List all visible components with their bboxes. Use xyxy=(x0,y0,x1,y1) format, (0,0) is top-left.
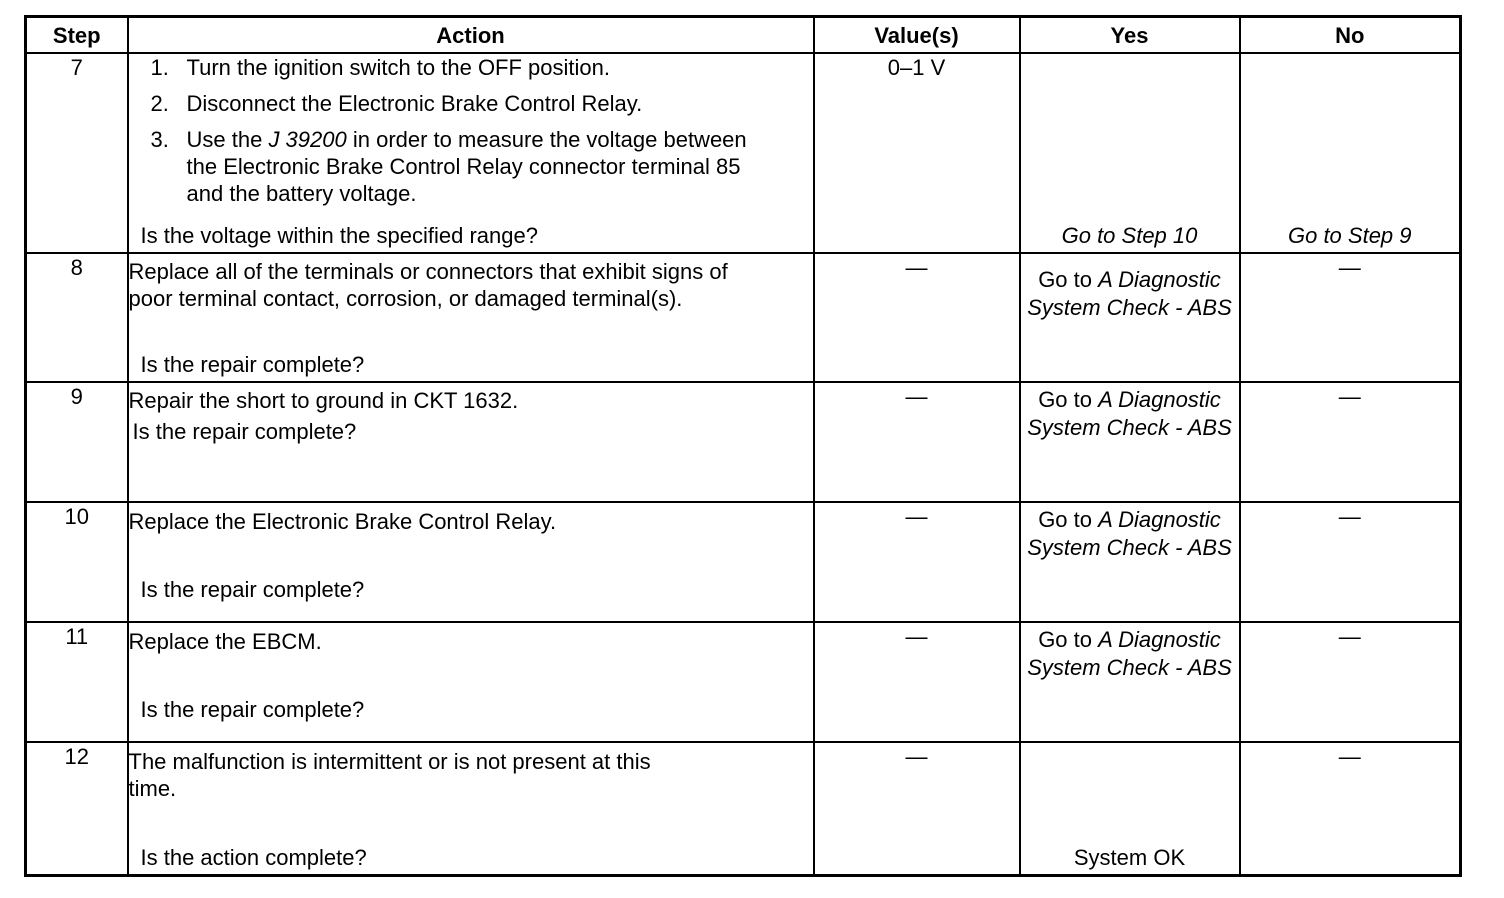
header-row xyxy=(26,17,1461,54)
tool-name: J 39200 xyxy=(268,127,347,152)
table-row-step-8 xyxy=(26,253,1461,382)
no-cell: — xyxy=(1240,622,1461,742)
value-cell: — xyxy=(814,622,1020,742)
value-cell: 0–1 V xyxy=(814,53,1020,253)
value-cell: — xyxy=(814,382,1020,502)
action-question: Is the voltage within the specified range? xyxy=(140,223,538,248)
step-number: 9 xyxy=(26,382,128,502)
yes-cell xyxy=(1020,253,1240,382)
table-row-step-7 xyxy=(26,53,1461,253)
action-cell xyxy=(128,502,814,622)
no-cell xyxy=(1240,53,1461,253)
value-cell: — xyxy=(814,742,1020,875)
yes-cell xyxy=(1020,502,1240,622)
action-text: Repair the short to ground in CKT 1632. xyxy=(128,388,519,413)
action-question: Is the repair complete? xyxy=(140,352,365,377)
action-text: Replace the Electronic Brake Control Relay. xyxy=(128,509,557,534)
table-row-step-10 xyxy=(26,502,1461,622)
action-cell xyxy=(128,622,814,742)
yes-goto-link[interactable]: Go to A Diagnostic System Check - ABS xyxy=(1027,627,1232,680)
step-number: 11 xyxy=(26,622,128,742)
action-question: Is the action complete? xyxy=(140,844,367,870)
action-question: Is the repair complete? xyxy=(132,419,357,444)
action-cell xyxy=(128,253,814,382)
list-item: 1. Turn the ignition switch to the OFF position. xyxy=(150,55,610,80)
table-row-step-12 xyxy=(26,742,1461,875)
action-question: Is the repair complete? xyxy=(140,577,365,602)
diagnostic-table xyxy=(24,15,1462,877)
header-yes: Yes xyxy=(1020,17,1240,54)
step-number: 7 xyxy=(26,53,128,253)
step-number: 10 xyxy=(26,502,128,622)
no-cell: — xyxy=(1240,502,1461,622)
list-item: 3. Use the J 39200 in order to measure the voltage between the Electronic Brake Control Relay connector terminal 85 and the battery voltage. xyxy=(150,127,747,206)
action-text: The malfunction is intermittent or is not present at this time. xyxy=(128,749,651,801)
header-no: No xyxy=(1240,17,1461,54)
action-question: Is the repair complete? xyxy=(140,697,365,722)
yes-goto-link[interactable]: Go to Step 10 xyxy=(1061,223,1198,248)
value-cell: — xyxy=(814,502,1020,622)
table-row-step-9 xyxy=(26,382,1461,502)
instruction-list xyxy=(151,54,813,207)
action-text: Replace all of the terminals or connectors that exhibit signs of poor terminal contact, corrosion, or damaged terminal(s). xyxy=(128,259,728,311)
no-goto-link[interactable]: Go to Step 9 xyxy=(1287,223,1412,248)
value-cell: — xyxy=(814,253,1020,382)
yes-cell xyxy=(1020,53,1240,253)
action-text: Replace the EBCM. xyxy=(128,629,322,654)
no-cell: — xyxy=(1240,742,1461,875)
header-step: Step xyxy=(26,17,128,54)
system-ok-text: System OK xyxy=(1073,844,1186,870)
header-action: Action xyxy=(128,17,814,54)
table-row-step-11 xyxy=(26,622,1461,742)
action-cell xyxy=(128,382,814,502)
yes-goto-link[interactable]: Go to A Diagnostic System Check - ABS xyxy=(1027,267,1232,320)
yes-goto-link[interactable]: Go to A Diagnostic System Check - ABS xyxy=(1027,507,1232,560)
yes-cell xyxy=(1020,382,1240,502)
yes-cell xyxy=(1020,622,1240,742)
list-item: 2. Disconnect the Electronic Brake Control Relay. xyxy=(150,91,643,116)
yes-cell xyxy=(1020,742,1240,875)
no-cell: — xyxy=(1240,253,1461,382)
action-cell xyxy=(128,742,814,875)
yes-goto-link[interactable]: Go to A Diagnostic System Check - ABS xyxy=(1027,387,1232,440)
header-values: Value(s) xyxy=(814,17,1020,54)
step-number: 8 xyxy=(26,253,128,382)
step-number: 12 xyxy=(26,742,128,875)
action-cell xyxy=(128,53,814,253)
no-cell: — xyxy=(1240,382,1461,502)
